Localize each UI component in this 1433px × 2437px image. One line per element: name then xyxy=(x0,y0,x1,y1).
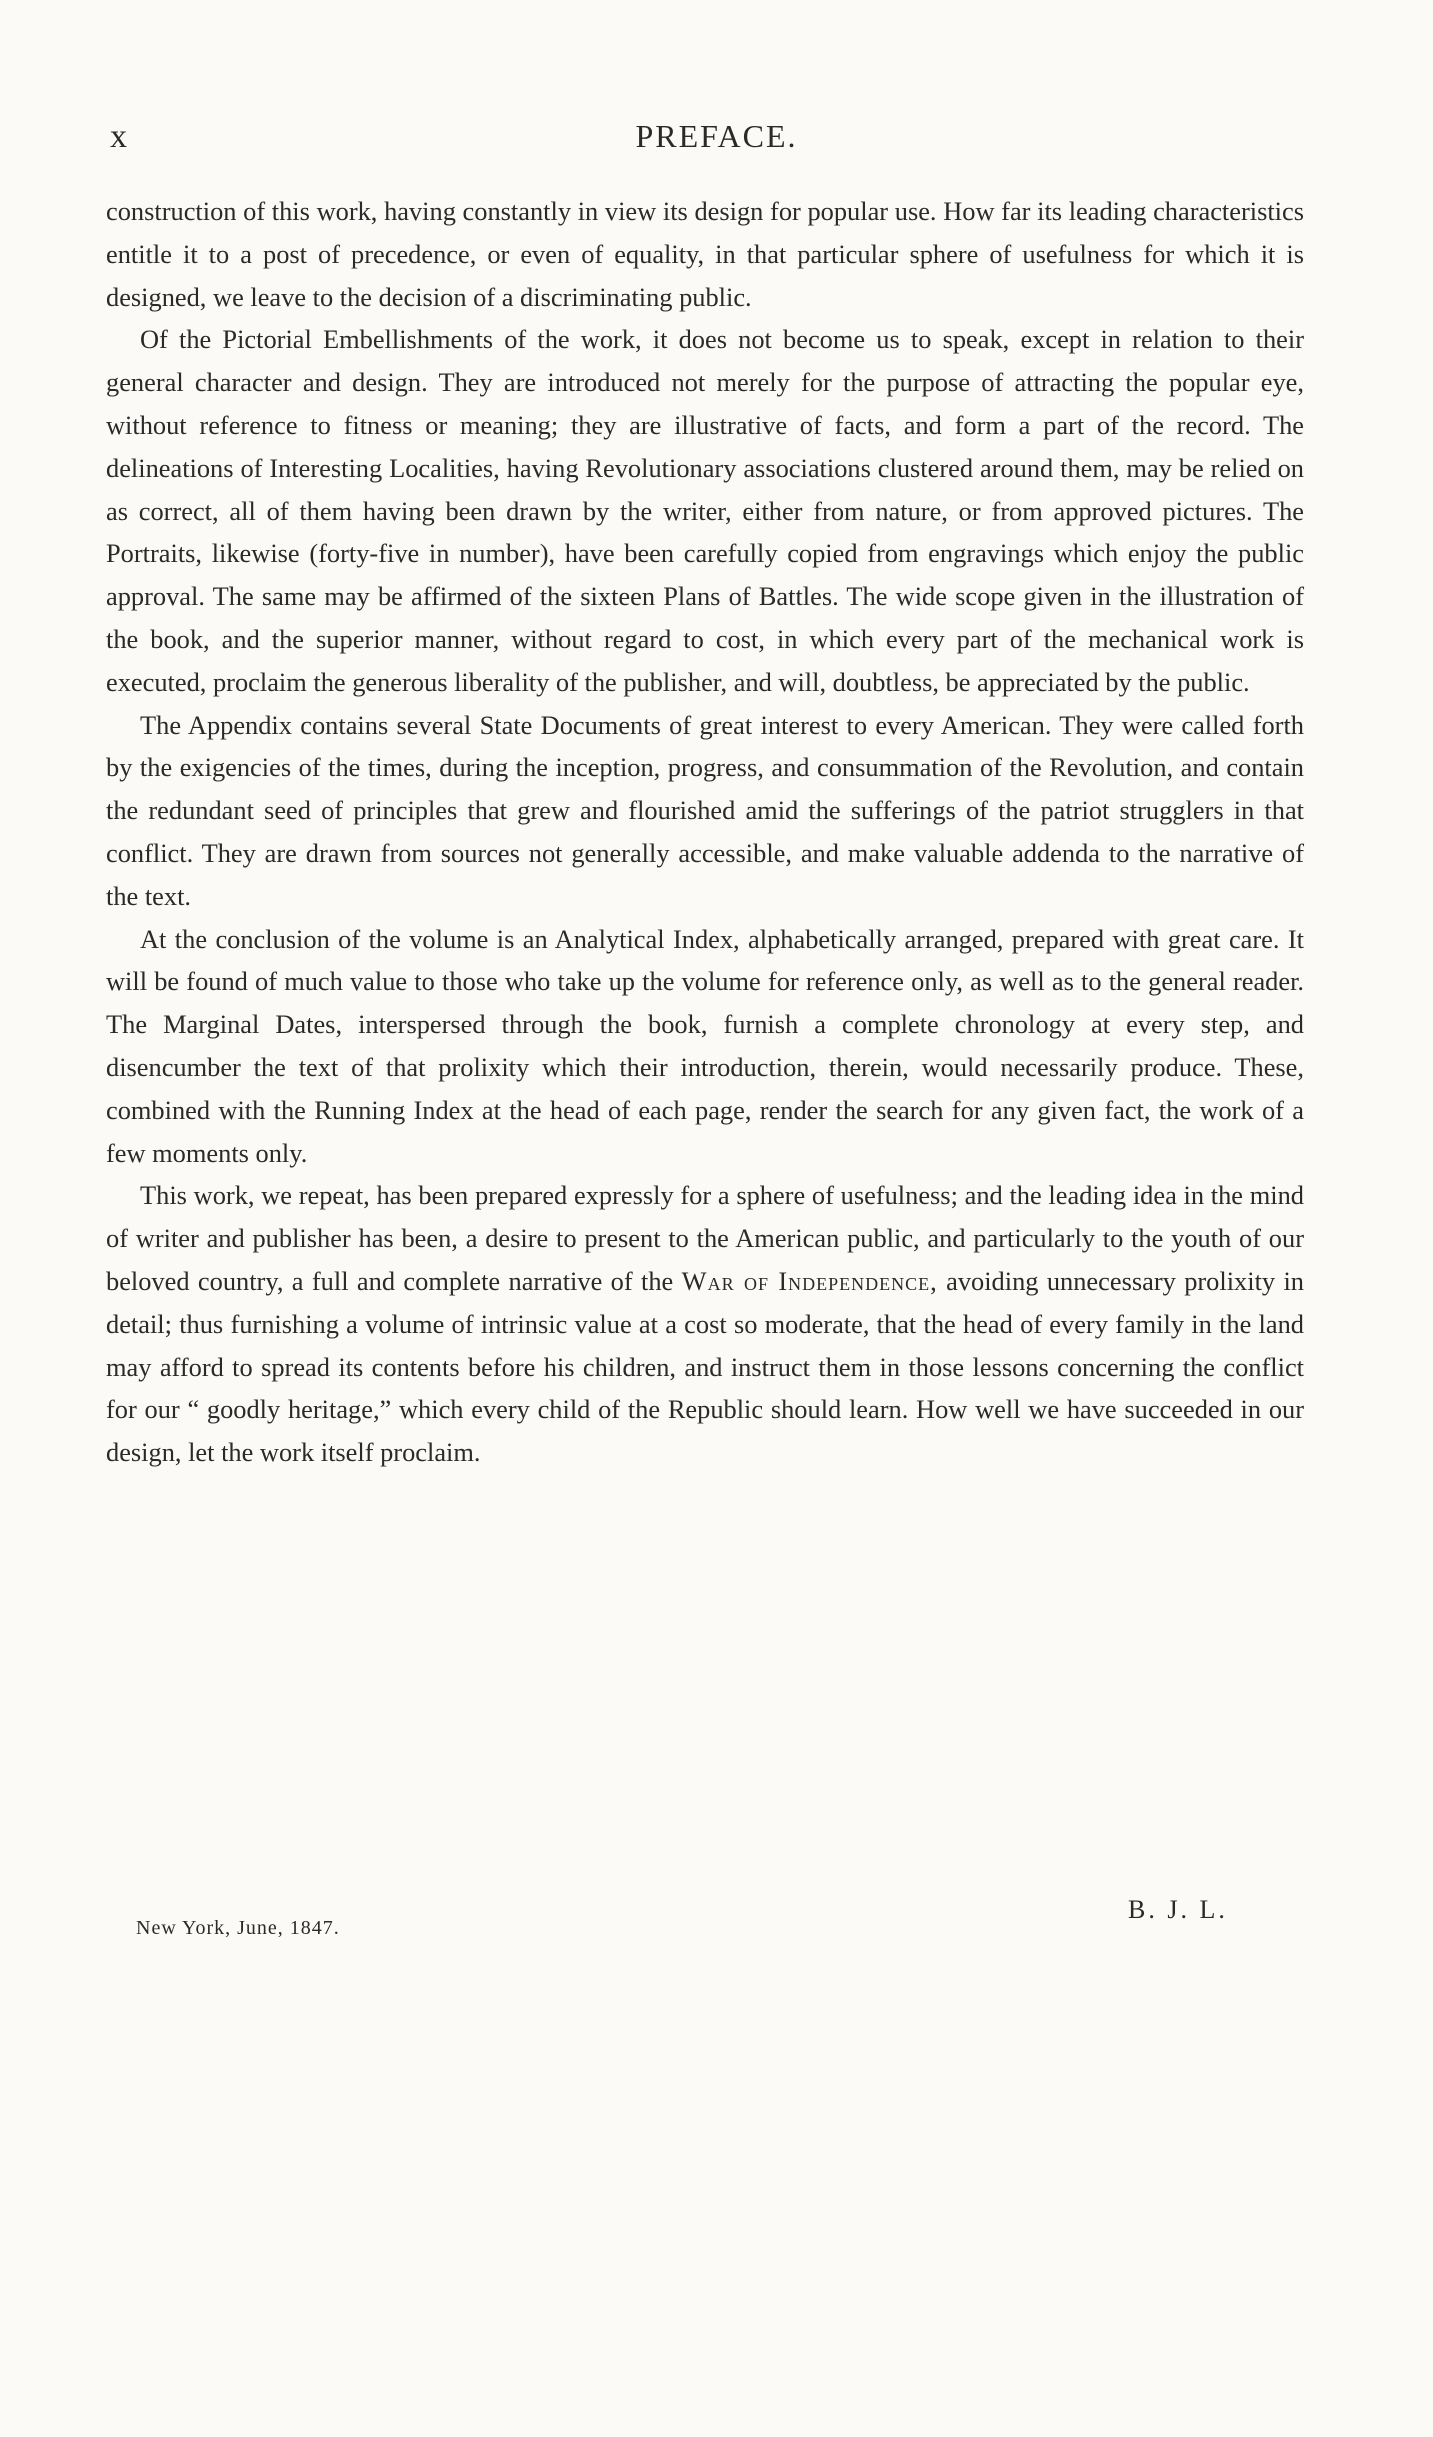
closing-text-after: avoiding unnecessary prolixity in detail; thus furnishing a volume of intrinsic value at a cost so moderate, that the head of every family in the land may afford to spread its contents before his children, and instruct them in those lessons concerning the conflict for our “ goodly heritage,” which every child of the Republic should learn. How well we have succeeded in our design, let the work itself proclaim. xyxy=(106,1265,1305,1468)
war-of-independence-small-caps: War of Independence, xyxy=(681,1265,938,1296)
page-number: x xyxy=(110,118,128,155)
signoff xyxy=(0,1895,1433,1975)
preface-body xyxy=(106,190,1304,1474)
running-title: PREFACE. xyxy=(635,118,798,154)
paragraph-pictorial-embellishments: Of the Pictorial Embellishments of the work, it does not become us to speak, except in relation to their general character and design. They are introduced not merely for the purpose of attracting the popular eye, without reference to fitness or meaning; they are illustrative of facts, and form a part of the record. The delineations of Interesting Localities, having Revolutionary associations clustered around them, may be relied on as correct, all of them having been drawn by the writer, either from nature, or from approved pictures. The Portraits, likewise (forty-five in number), have been carefully copied from engravings which enjoy the public approval. The same may be affirmed of the sixteen Plans of Battles. The wide scope given in the illustration of the book, and the superior manner, without regard to cost, in which every part of the mechanical work is executed, proclaim the generous liberality of the publisher, and will, doubtless, be appreciated by the public. xyxy=(106,324,1304,697)
page-header xyxy=(0,118,1433,178)
paragraph-appendix: The Appendix contains several State Documents of great interest to every American. They were called forth by the exigencies of the times, during the inception, progress, and consummation of the Revolution, and contain the redundant seed of principles that grew and flourished amid the sufferings of the patriot strugglers in that conflict. They are drawn from sources not generally accessible, and make valuable addenda to the narrative of the text. xyxy=(106,709,1304,911)
paragraph-closing xyxy=(106,1174,1304,1474)
paragraph-continued: construction of this work, having constantly in view its design for popular use. How far its leading characteristics entitle it to a post of precedence, or even of equality, in that particular sphere of usefulness for which it is designed, we leave to the decision of a discriminating public. xyxy=(106,196,1304,312)
author-initials: B. J. L. xyxy=(1128,1895,1228,1924)
closing-text-before: This work, we repeat, has been prepared expressly for a sphere of usefulness; and the leading idea in the mind of writer and publisher has been, a desire to present to the American public, and particularly to the youth of our beloved country, a full and complete narrative of the xyxy=(106,1180,1304,1296)
place-date: New York, June, 1847. xyxy=(136,1917,340,1939)
paragraph-analytical-index: At the conclusion of the volume is an Analytical Index, alphabetically arranged, prepared with great care. It will be found of much value to those who take up the volume for reference only, as well as to the general reader. The Marginal Dates, interspersed through the book, furnish a complete chronology at every step, and disencumber the text of that prolixity which their introduction, therein, would necessarily produce. These, combined with the Running Index at the head of each page, render the search for any given fact, the work of a few moments only. xyxy=(106,923,1304,1168)
